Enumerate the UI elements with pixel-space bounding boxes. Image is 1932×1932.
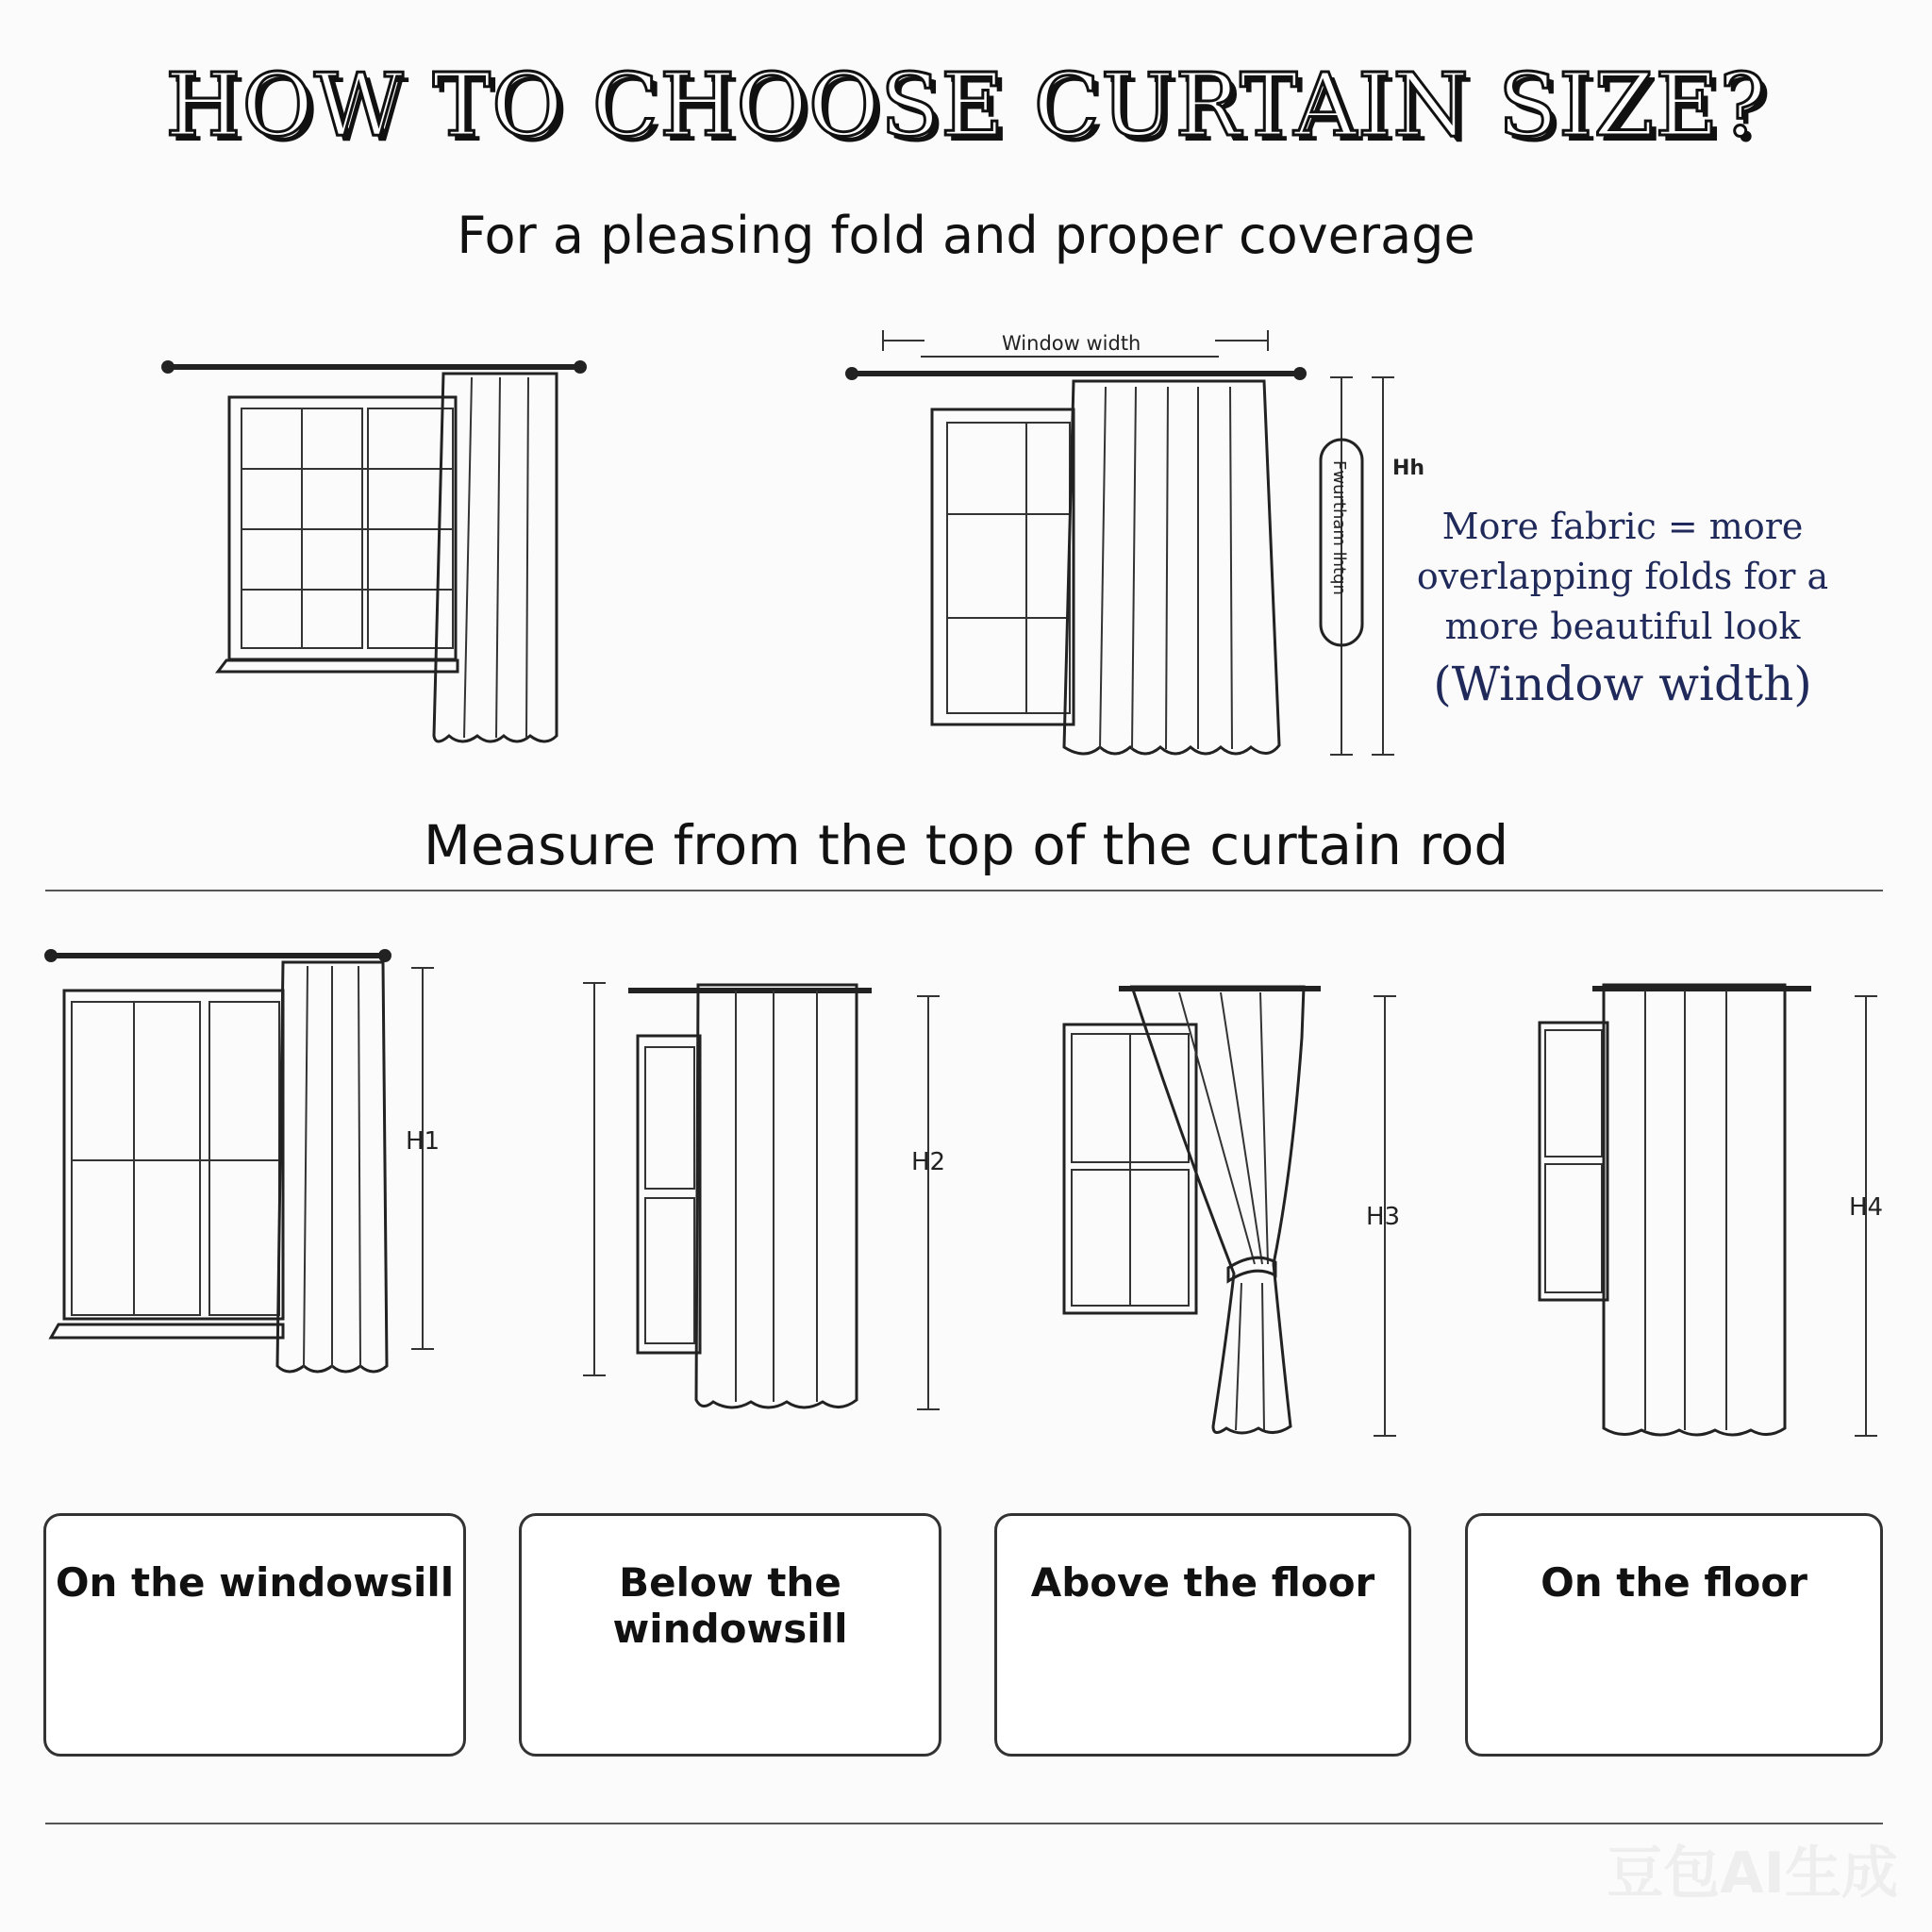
option-card-windowsill [43, 1513, 466, 1757]
note-emphasis: (Window width) [1433, 657, 1812, 711]
option-3-height-label: H3 [1366, 1203, 1401, 1231]
option-1-height-label: H1 [406, 1127, 441, 1156]
option-2-height-label: H2 [911, 1148, 946, 1176]
divider-top [45, 890, 1883, 891]
option-1-illustration [44, 949, 434, 1372]
top-left-window-illustration [161, 360, 587, 741]
option-caption: On the windowsill [55, 1559, 455, 1606]
option-2-illustration [583, 983, 940, 1409]
note-line-2: overlapping folds for a [1416, 556, 1829, 597]
option-card-on-floor [1465, 1513, 1883, 1757]
note-line-3: more beautiful look [1444, 606, 1801, 647]
note-line-1: More fabric = more [1441, 506, 1804, 547]
top-vertical-label: Fwurtham lhtqn [1329, 460, 1349, 595]
option-card-below-windowsill [519, 1513, 941, 1757]
option-3-illustration [1064, 987, 1396, 1436]
subtitle: For a pleasing fold and proper coverage [457, 206, 1475, 265]
option-caption: On the floor [1541, 1559, 1807, 1606]
fabric-note [1387, 502, 1858, 716]
window-width-label: Window width [1002, 332, 1141, 355]
section-heading: Measure from the top of the curtain rod [423, 813, 1509, 877]
option-4-height-label: H4 [1849, 1193, 1884, 1222]
page-title: HOW TO CHOOSE CURTAIN SIZE? [165, 55, 1767, 156]
top-height-label: Hh [1392, 457, 1425, 480]
option-caption: Above the floor [1030, 1559, 1375, 1606]
option-card-above-floor [994, 1513, 1411, 1757]
option-caption: Below the windowsill [612, 1559, 848, 1652]
option-4-illustration [1540, 985, 1877, 1436]
top-right-window-illustration [845, 330, 1394, 755]
divider-bottom [45, 1823, 1883, 1824]
watermark: 豆包AI生成 [1607, 1840, 1898, 1907]
